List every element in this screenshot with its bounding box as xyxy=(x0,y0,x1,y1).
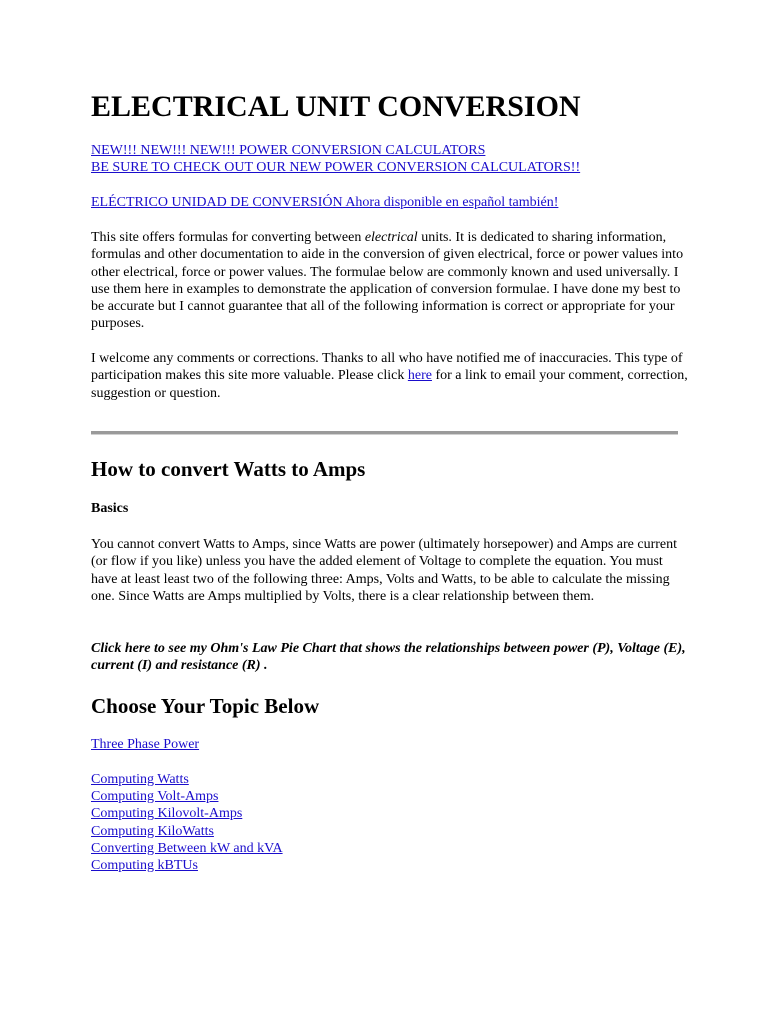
topic-link-list xyxy=(91,771,283,874)
topic-link-computing-kilovolt-amps[interactable]: Computing Kilovolt-Amps xyxy=(91,806,243,822)
email-here-link[interactable]: here xyxy=(407,368,432,384)
section-heading: How to convert Watts to Amps xyxy=(91,457,366,481)
feedback-paragraph xyxy=(91,350,691,402)
intro-text-start: This site offers formulas for converting between xyxy=(91,230,365,245)
feedback-text-start: I welcome any comments or corrections. Thanks to all who have notified me of inaccuracies. This type of participation makes this site more valuable. Please click xyxy=(91,351,683,384)
pie-chart-link-text[interactable]: Click here to see my Ohm's Law Pie Chart that shows the relationships between power (P), Voltage (E), current (I) and resistance (R) . xyxy=(91,641,686,674)
topics-heading: Choose Your Topic Below xyxy=(91,694,320,718)
power-calculators-callout-link[interactable]: BE SURE TO CHECK OUT OUR NEW POWER CONVERSION CALCULATORS!! xyxy=(91,160,581,175)
topic-link-computing-kilowatts[interactable]: Computing KiloWatts xyxy=(91,823,214,839)
topic-link-computing-kbtus[interactable]: Computing kBTUs xyxy=(91,858,198,874)
intro-text-italic: electrical xyxy=(364,230,418,245)
topic-link-computing-volt-amps[interactable]: Computing Volt-Amps xyxy=(91,789,219,805)
horizontal-divider xyxy=(91,431,678,435)
topic-link-converting-kw-kva[interactable]: Converting Between kW and kVA xyxy=(91,840,283,856)
feedback-text-end: for a link to email your comment, correction, suggestion or question. xyxy=(91,368,688,401)
basics-paragraph: You cannot convert Watts to Amps, since Watts are power (ultimately horsepower) and Amps are current (or flow if you like) unless you have the added element of Voltage to complete the equation. You must have at least least two of the following three: Amps, Volts and Watts, to be able to calculate the missing one. Since Watts are Amps multiplied by Volts, there is a clear relationship between them. xyxy=(91,537,677,604)
spanish-version-link[interactable]: ELÉCTRICO UNIDAD DE CONVERSIÓN Ahora disponible en español también! xyxy=(91,195,559,210)
intro-paragraph xyxy=(91,229,691,333)
basics-subheading: Basics xyxy=(91,501,129,516)
power-calculators-link[interactable]: NEW!!! NEW!!! NEW!!! POWER CONVERSION CALCULATORS xyxy=(91,143,486,158)
three-phase-power-link[interactable]: Three Phase Power xyxy=(91,737,200,752)
topic-link-computing-watts[interactable]: Computing Watts xyxy=(91,772,189,787)
page-title: ELECTRICAL UNIT CONVERSION xyxy=(91,90,581,123)
intro-text-end: units. It is dedicated to sharing information, formulas and other documentation to aide in the conversion of given electrical, force or power values into other electrical, force or power values. The formulae below are commonly known and used universally. I use them here in examples to demonstrate the application of conversion formulae. I have done my best to be accurate but I cannot guarantee that all of the following information is correct or appropriate for your purposes. xyxy=(91,230,684,332)
